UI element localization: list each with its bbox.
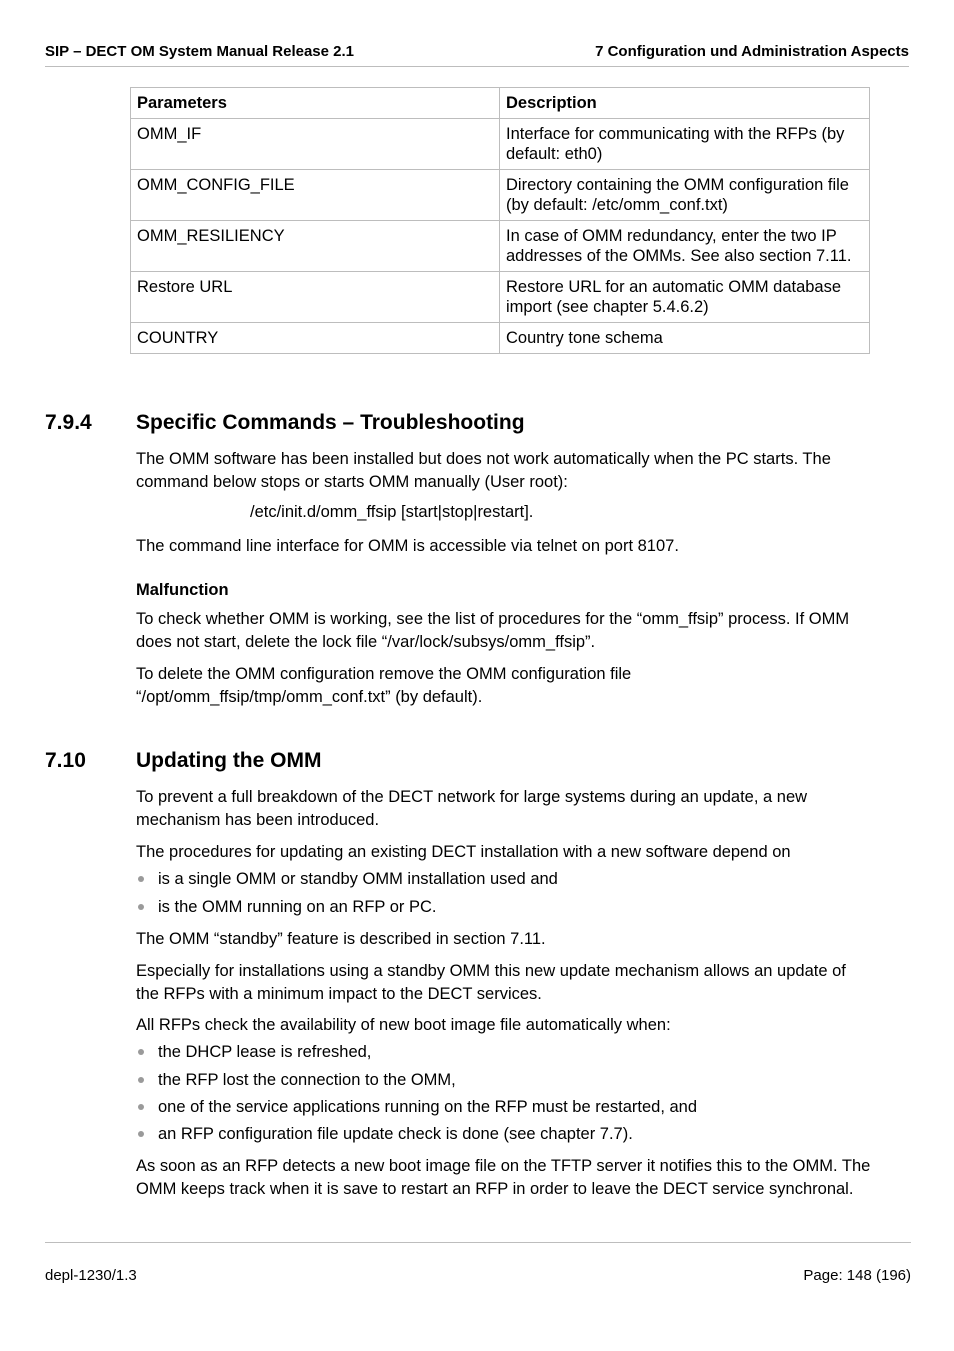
- param-description: Directory containing the OMM configuration file (by default: /etc/omm_conf.txt): [500, 170, 870, 221]
- header-chapter-title: 7 Configuration und Administration Aspects: [595, 43, 909, 60]
- section-number: 7.10: [45, 749, 86, 772]
- section-title: Updating the OMM: [136, 749, 322, 772]
- table-row: [131, 323, 870, 354]
- list-item-text: is the OMM running on an RFP or PC.: [158, 898, 437, 916]
- param-description: In case of OMM redundancy, enter the two IP addresses of the OMMs. See also section 7.11.: [500, 221, 870, 272]
- list-item-text: one of the service applications running on the RFP must be restarted, and: [158, 1098, 698, 1116]
- paragraph: As soon as an RFP detects a new boot image file on the TFTP server it notifies this to the OMM. The OMM keeps track when it is save to restart an RFP in order to leave the DECT service synchronal.: [136, 1157, 871, 1198]
- list-item-text: the DHCP lease is refreshed,: [158, 1043, 372, 1061]
- footer-page-number: Page: 148 (196): [803, 1267, 911, 1284]
- header-doc-title: SIP – DECT OM System Manual Release 2.1: [45, 43, 355, 60]
- bullet-icon: [138, 1104, 144, 1110]
- paragraph: To check whether OMM is working, see the list of procedures for the “omm_ffsip” process. If OMM does not start, delete the lock file “/var/lock/subsys/omm_ffsip”.: [136, 610, 850, 651]
- bullet-icon: [138, 904, 144, 910]
- footer-doc-id: depl-1230/1.3: [45, 1267, 137, 1284]
- section-heading-updating-omm: [45, 749, 321, 773]
- param-description: Interface for communicating with the RFPs (by default: eth0): [500, 119, 870, 170]
- bullet-icon: [138, 1049, 144, 1055]
- param-name: OMM_IF: [131, 119, 500, 170]
- paragraph: To prevent a full breakdown of the DECT network for large systems during an update, a new mechanism has been introduced.: [136, 788, 808, 829]
- param-description: Restore URL for an automatic OMM database import (see chapter 5.4.6.2): [500, 272, 870, 323]
- param-name: Restore URL: [131, 272, 500, 323]
- table-header-row: [131, 88, 870, 119]
- subheading-malfunction: Malfunction: [136, 581, 229, 599]
- page-footer: [45, 1242, 911, 1284]
- column-header-parameters: Parameters: [131, 88, 500, 119]
- paragraph: The OMM “standby” feature is described in section 7.11.: [136, 930, 546, 948]
- paragraph: All RFPs check the availability of new boot image file automatically when:: [136, 1016, 671, 1034]
- paragraph: The command line interface for OMM is accessible via telnet on port 8107.: [136, 537, 679, 555]
- section-title: Specific Commands – Troubleshooting: [136, 411, 525, 434]
- paragraph: To delete the OMM configuration remove the OMM configuration file “/opt/omm_ffsip/tmp/omm_conf.txt” (by default).: [136, 665, 632, 706]
- paragraph: Especially for installations using a standby OMM this new update mechanism allows an update of the RFPs with a minimum impact to the DECT services.: [136, 962, 846, 1003]
- list-item-text: is a single OMM or standby OMM installation used and: [158, 870, 558, 888]
- column-header-description: Description: [500, 88, 870, 119]
- page-header: [45, 42, 909, 67]
- section-heading-troubleshooting: [45, 411, 525, 435]
- paragraph: The OMM software has been installed but does not work automatically when the PC starts. The command below stops or starts OMM manually (User root):: [136, 450, 831, 491]
- section-number: 7.9.4: [45, 411, 92, 434]
- param-name: OMM_RESILIENCY: [131, 221, 500, 272]
- paragraph: The procedures for updating an existing DECT installation with a new software depend on: [136, 843, 791, 861]
- parameters-table: [130, 87, 870, 354]
- list-item-text: an RFP configuration file update check is done (see chapter 7.7).: [158, 1125, 633, 1143]
- list-item-text: the RFP lost the connection to the OMM,: [158, 1071, 456, 1089]
- table-row: [131, 221, 870, 272]
- param-name: COUNTRY: [131, 323, 500, 354]
- table-row: [131, 170, 870, 221]
- param-name: OMM_CONFIG_FILE: [131, 170, 500, 221]
- table-row: [131, 272, 870, 323]
- param-description: Country tone schema: [500, 323, 870, 354]
- bullet-icon: [138, 876, 144, 882]
- bullet-icon: [138, 1077, 144, 1083]
- bullet-icon: [138, 1131, 144, 1137]
- command-line: /etc/init.d/omm_ffsip [start|stop|restart].: [250, 503, 534, 521]
- table-row: [131, 119, 870, 170]
